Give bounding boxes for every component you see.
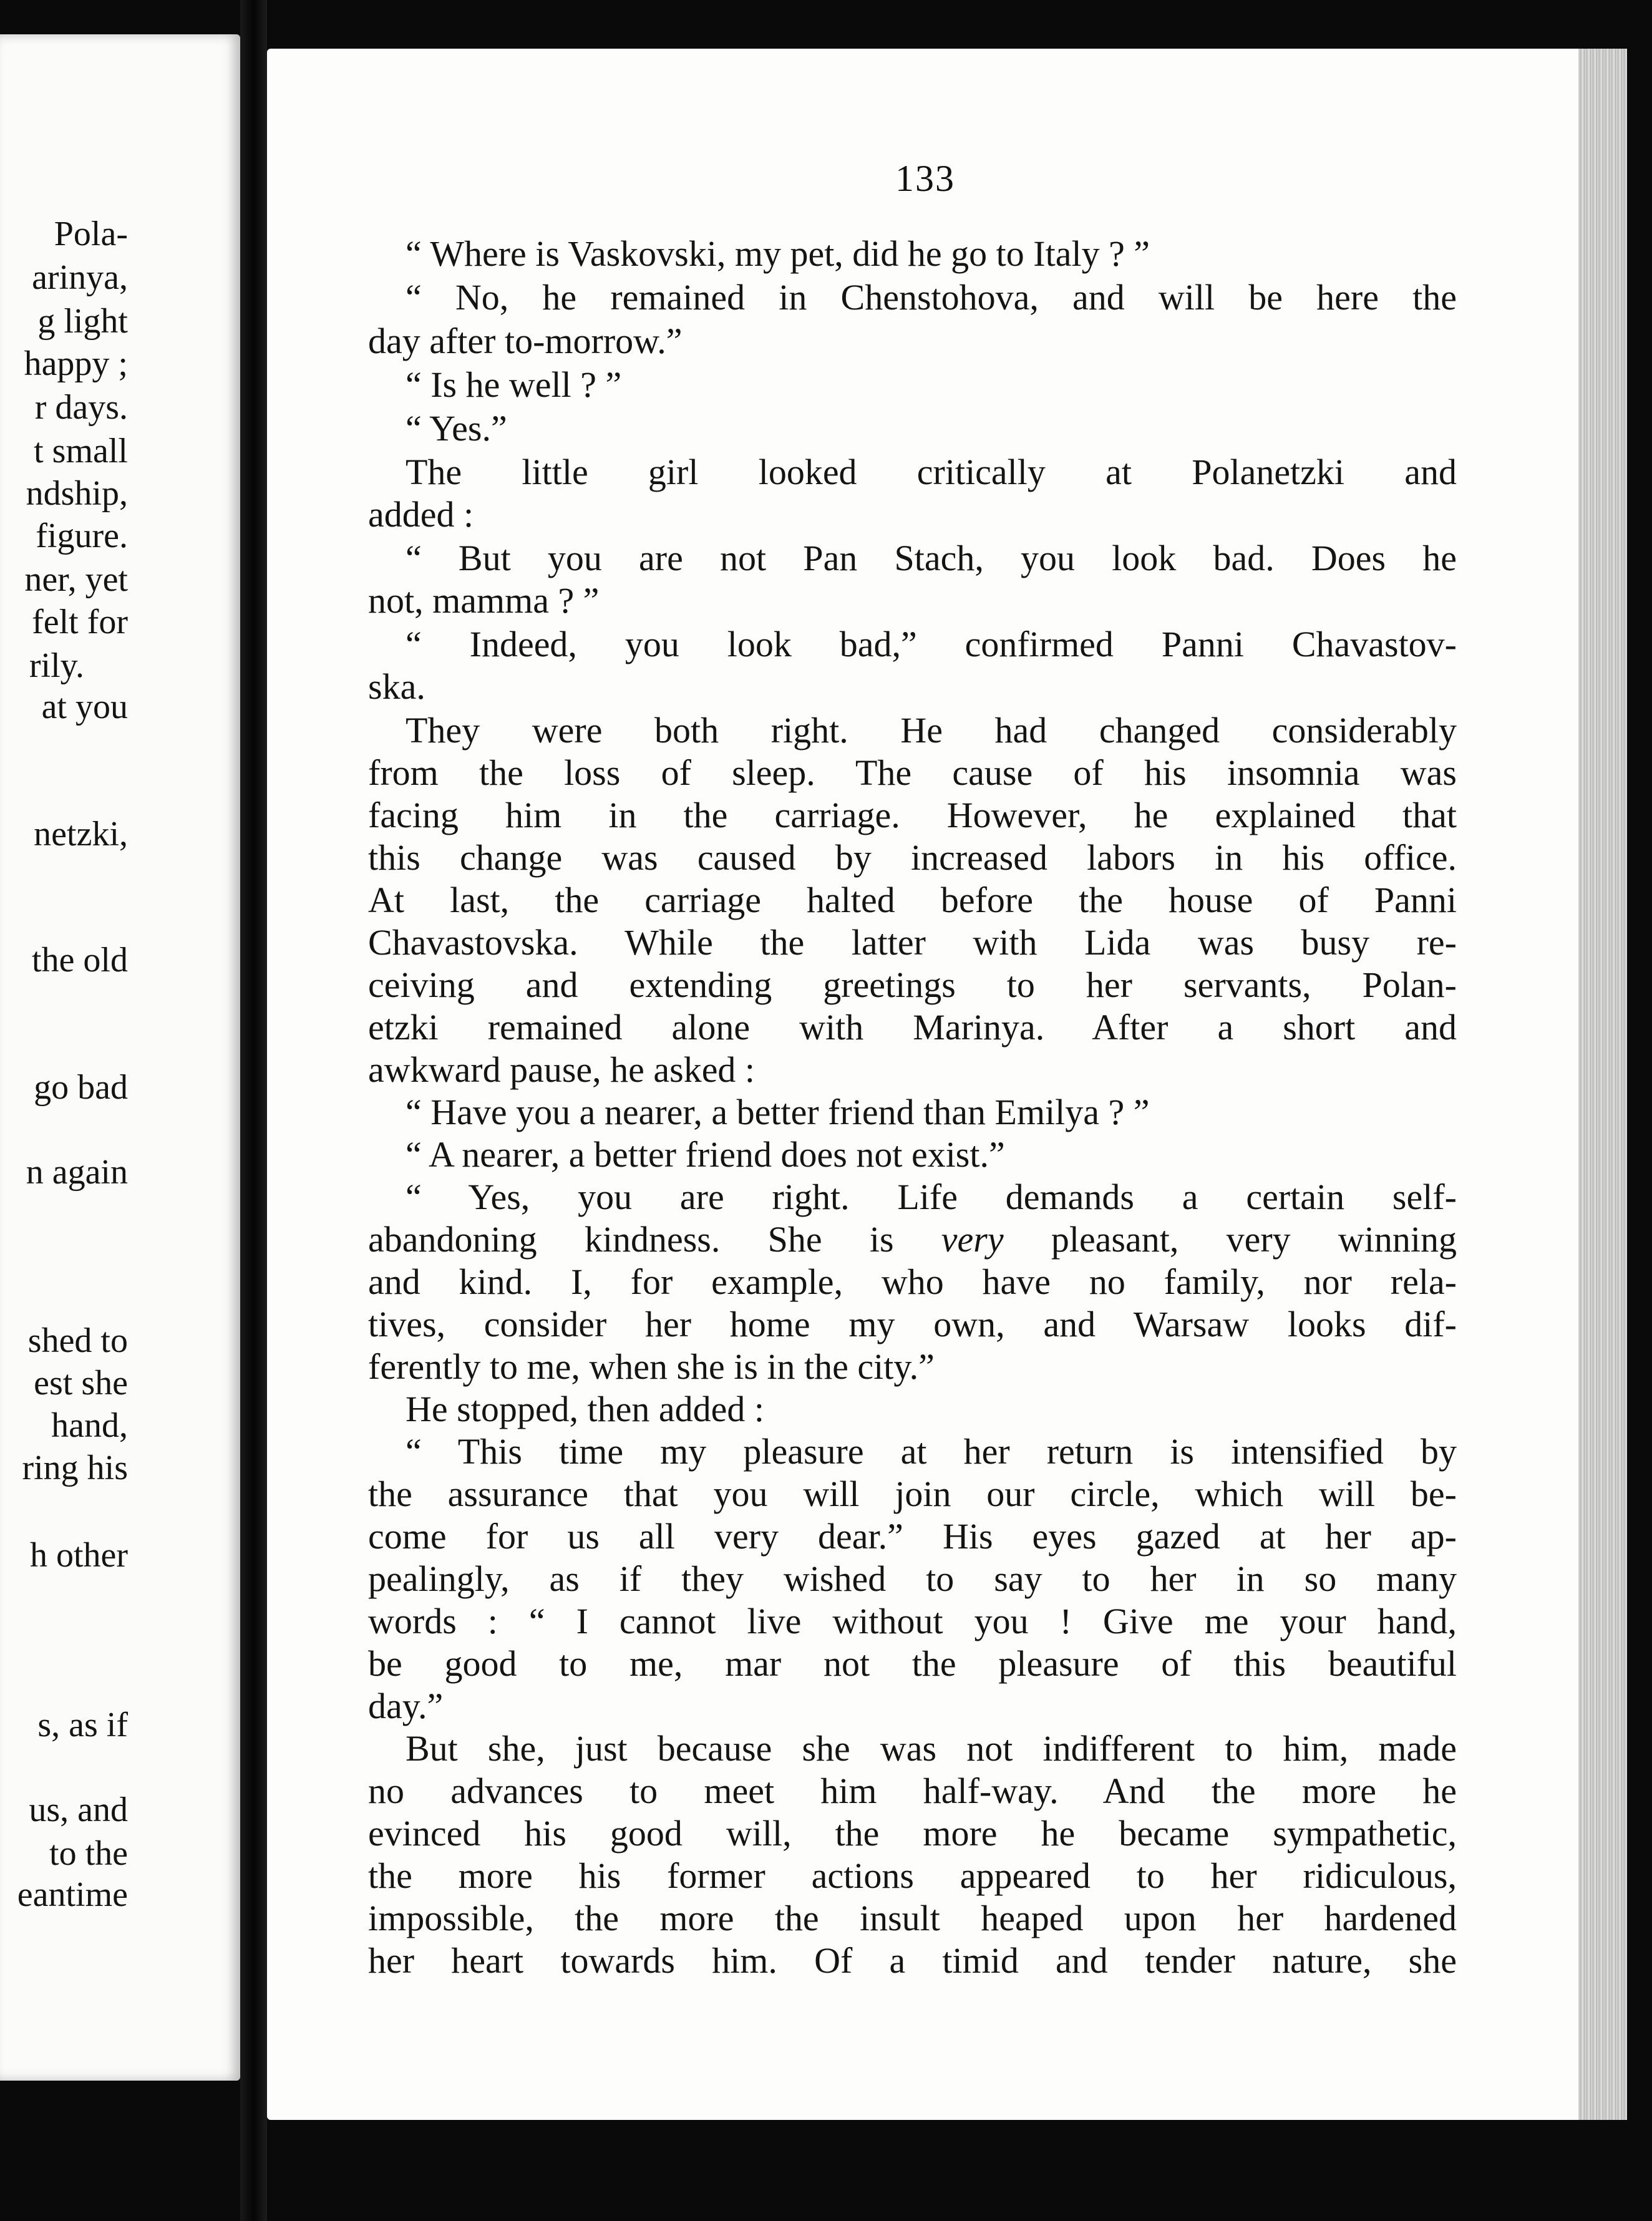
text-line: The little girl looked critically at Polanetzki and [406,452,1457,492]
left-page-line: eantime [17,1875,128,1914]
text-line: no advances to meet him half-way. And the more he [368,1771,1457,1811]
emphasis-word: very [941,1219,1004,1260]
left-page-line: s, as if [37,1706,128,1744]
book-gutter [240,0,267,2221]
left-page-line: h other [29,1536,128,1575]
text-line: “ This time my pleasure at her return is intensified by [406,1431,1457,1472]
left-page-line: n again [26,1153,128,1192]
text-line: pealingly, as if they wished to say to her in so many [368,1558,1457,1599]
left-page-line: shed to [27,1321,128,1360]
left-page-line: ndship, [26,474,128,513]
text-line: “ A nearer, a better friend does not exist.” [406,1134,1005,1175]
left-page-fragment [0,34,240,2081]
left-page-line: rily. [29,646,84,685]
left-page-line: figure. [36,517,128,555]
text-line: ska. [368,666,425,707]
text-line: impossible, the more the insult heaped upon her hardened [368,1898,1457,1938]
left-page-line: to the [49,1834,128,1873]
left-page-line: go bad [34,1068,128,1107]
text-line: day.” [368,1686,444,1726]
text-line-with-emphasis [368,1218,1457,1261]
left-page-line: ner, yet [24,560,128,599]
text-line: the more his former actions appeared to her ridiculous, [368,1855,1457,1896]
text-span: pleasant, very winning [1051,1219,1457,1260]
text-line: her heart towards him. Of a timid and tender nature, she [368,1940,1457,1981]
text-line: ferently to me, when she is in the city.” [368,1346,935,1387]
page-edge [1578,49,1627,2120]
text-line: evinced his good will, the more he became sympathetic, [368,1813,1457,1854]
text-line: Chavastovska. While the latter with Lida was busy re- [368,922,1457,963]
text-line: be good to me, mar not the pleasure of this beautiful [368,1643,1457,1684]
text-line: etzki remained alone with Marinya. After a short and [368,1007,1457,1047]
page-number: 133 [895,158,955,199]
left-page-line: happy ; [24,344,128,383]
text-line: But she, just because she was not indifferent to him, made [406,1728,1457,1769]
text-line: and kind. I, for example, who have no family, nor rela- [368,1261,1457,1302]
text-line: “ Yes, you are right. Life demands a certain self- [406,1177,1457,1217]
text-line: “ Indeed, you look bad,” confirmed Panni Chavastov- [406,624,1457,664]
left-page-line: r days. [34,388,128,427]
text-line: this change was caused by increased labors in his office. [368,837,1457,878]
text-line: day after to-morrow.” [368,321,683,361]
text-line: They were both right. He had changed considerably [406,710,1457,751]
left-page-line: hand, [51,1406,128,1445]
text-line: words : “ I cannot live without you ! Give me your hand, [368,1601,1457,1641]
text-line: “ But you are not Pan Stach, you look bad. Does he [406,538,1457,578]
left-page-line: ring his [22,1449,128,1487]
left-page-line: at you [41,688,128,726]
left-page-line: t small [34,432,128,470]
left-page-line: us, and [29,1791,128,1829]
text-line: facing him in the carriage. However, he explained that [368,795,1457,835]
text-line: tives, consider her home my own, and Warsaw looks dif- [368,1304,1457,1344]
left-page-line: felt for [32,603,128,641]
text-line: awkward pause, he asked : [368,1049,756,1090]
text-line: “ Is he well ? ” [406,364,622,405]
text-line: He stopped, then added : [406,1389,765,1429]
text-line: “ Where is Vaskovski, my pet, did he go to Italy ? ” [406,233,1150,274]
text-line: “ No, he remained in Chenstohova, and will be here the [406,277,1457,318]
text-line: the assurance that you will join our circle, which will be- [368,1474,1457,1514]
left-page-line: est she [34,1364,128,1402]
text-line: ceiving and extending greetings to her servants, Polan- [368,965,1457,1005]
left-page-line: netzki, [34,815,128,853]
text-line: At last, the carriage halted before the house of Panni [368,880,1457,920]
text-line: added : [368,494,474,535]
left-page-line: g light [37,302,128,341]
left-page-line: arinya, [32,258,128,297]
text-line: “ Have you a nearer, a better friend than Emilya ? ” [406,1092,1150,1132]
left-page-line: the old [32,941,128,979]
text-line: come for us all very dear.” His eyes gazed at her ap- [368,1516,1457,1557]
left-page-line: Pola- [54,215,128,253]
text-line: “ Yes.” [406,408,507,449]
text-line: from the loss of sleep. The cause of his insomnia was [368,752,1457,793]
text-span: abandoning kindness. She is [368,1219,894,1260]
text-line: not, mamma ? ” [368,580,600,621]
